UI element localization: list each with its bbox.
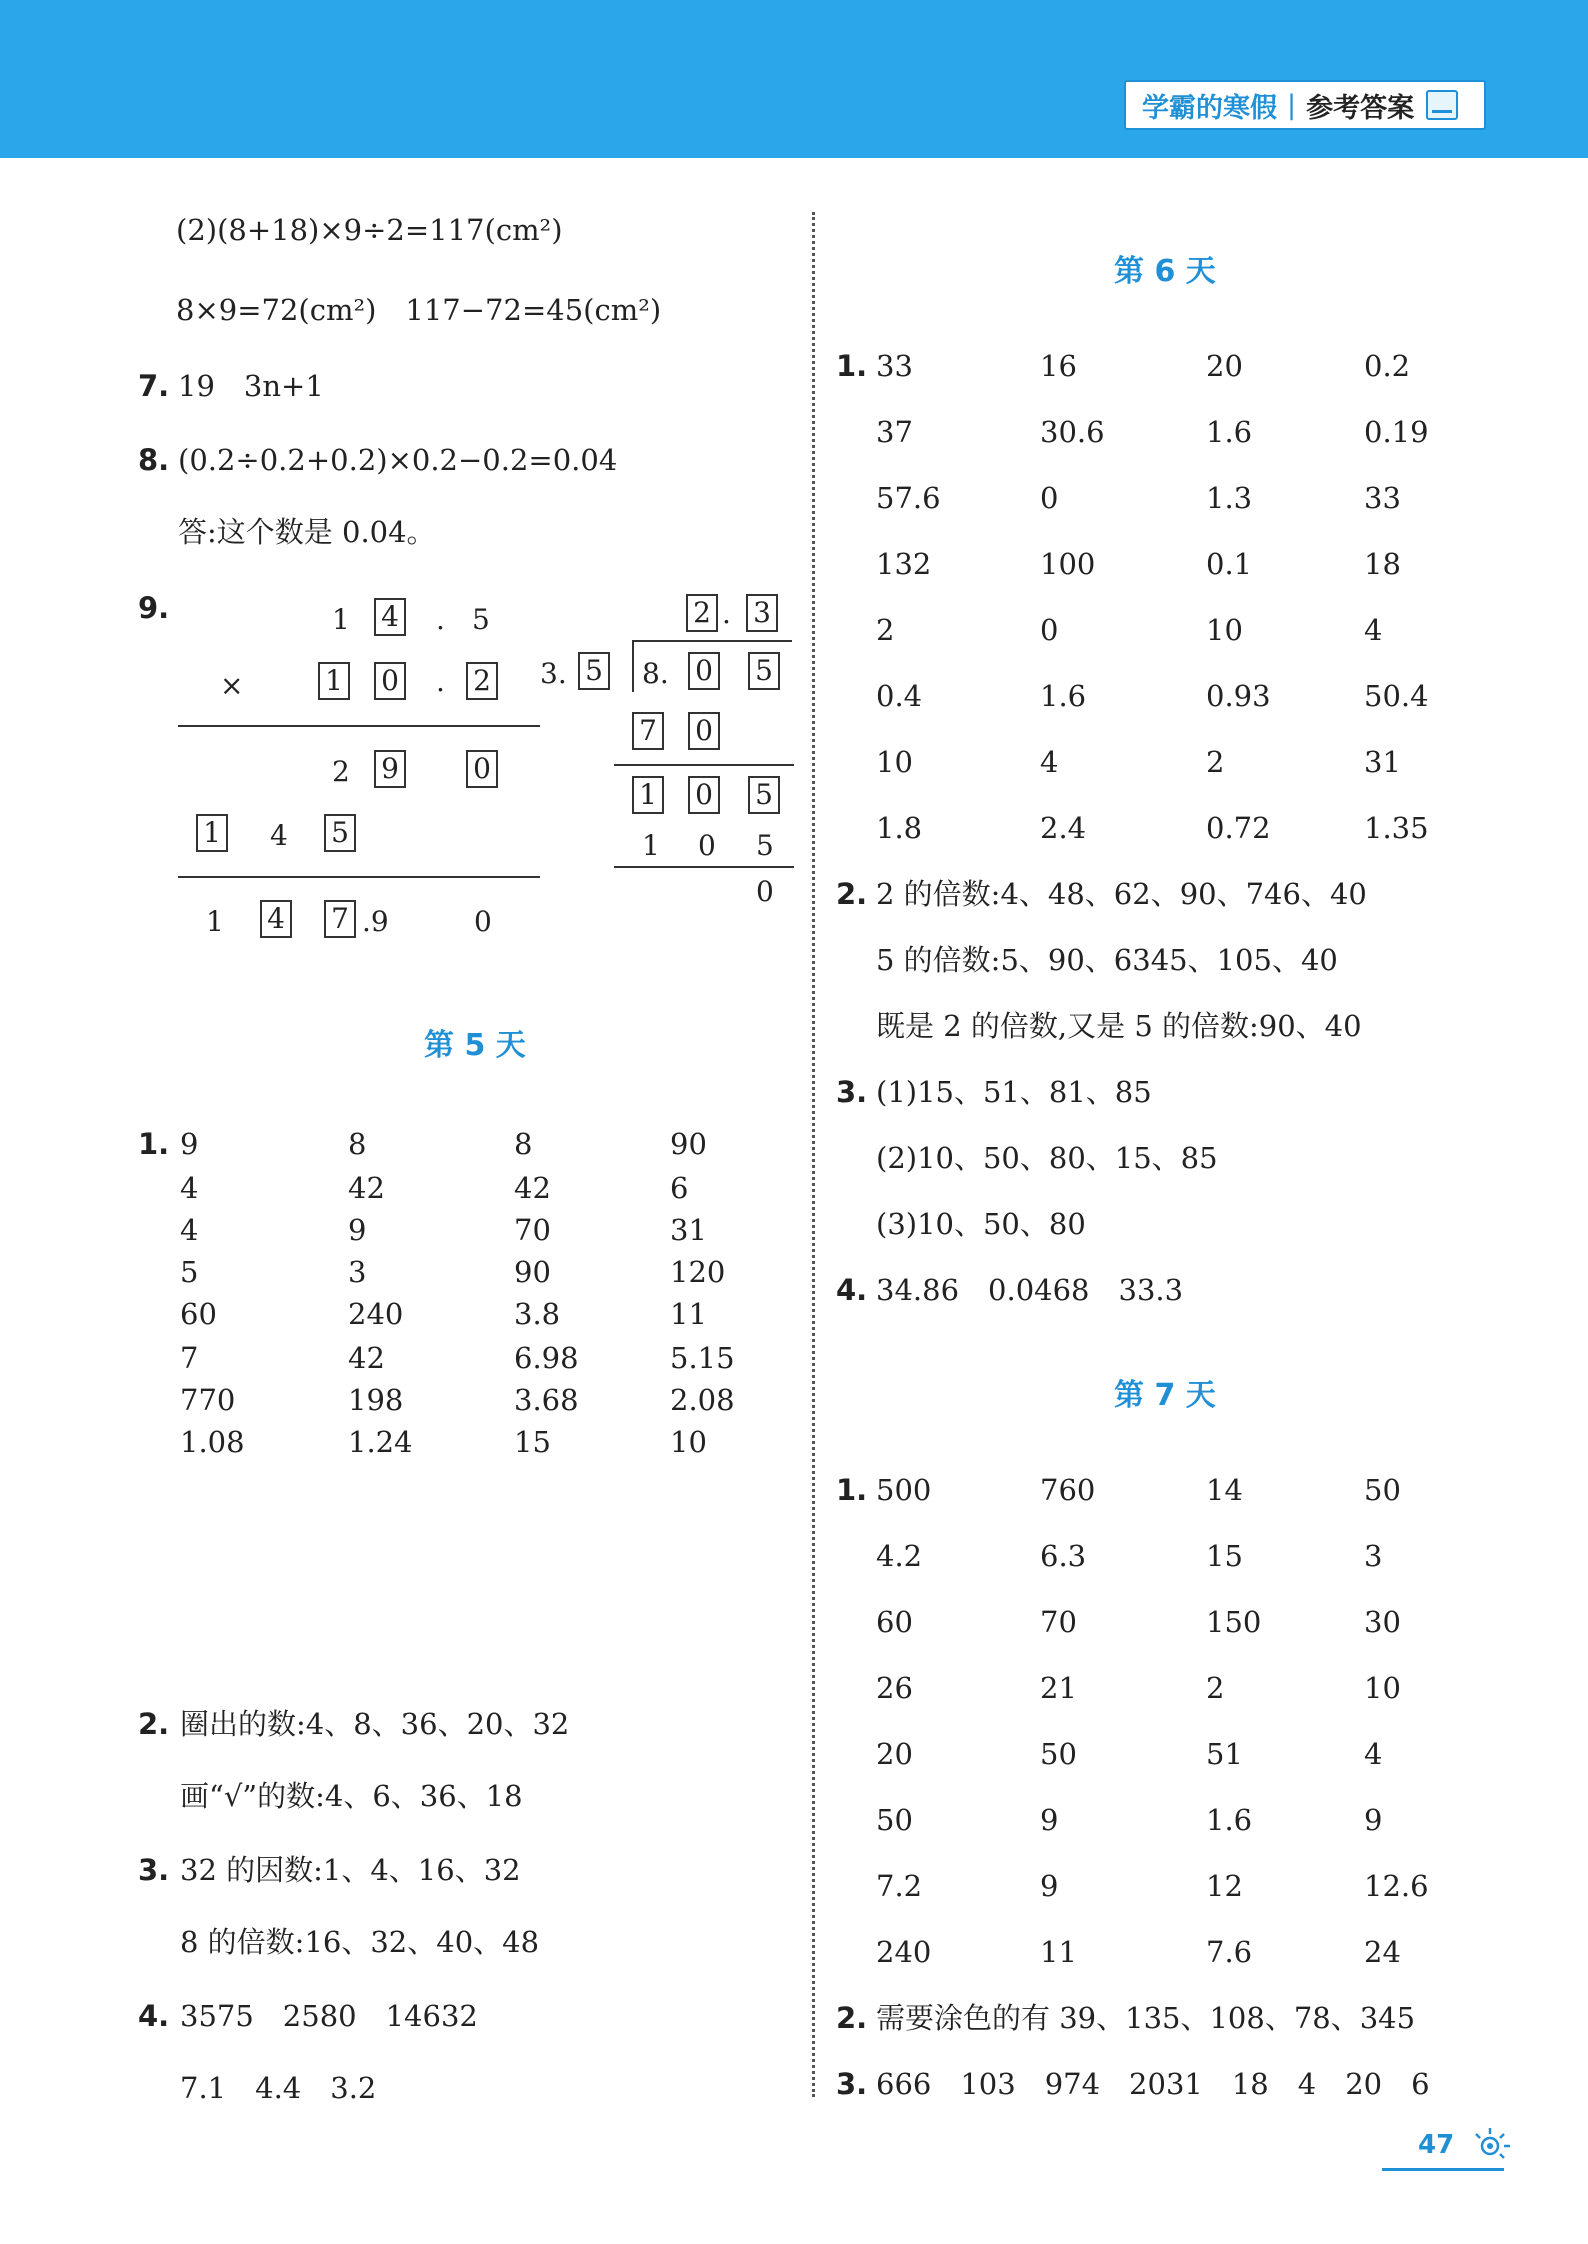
- grid-cell: 33: [1364, 481, 1401, 515]
- day5-q3-line2: 8 的倍数:16、32、40、48: [180, 1925, 540, 1959]
- q8-number: 8.: [138, 443, 170, 477]
- grid-cell: 70: [514, 1213, 551, 1247]
- day5-q4-line2: 7.1 4.4 3.2: [180, 2071, 377, 2105]
- rule-line: [178, 876, 540, 878]
- day7-heading: 第 7 天: [1114, 1378, 1216, 1413]
- digit: 8.: [642, 657, 669, 690]
- answer-box: 5: [578, 652, 610, 690]
- grid-cell: 1.3: [1206, 481, 1253, 515]
- grid-cell: 0.4: [876, 679, 923, 713]
- digit: .: [722, 597, 731, 630]
- divisor-prefix: 3.: [540, 657, 567, 690]
- grid-cell: 770: [180, 1383, 236, 1417]
- page-number: 47: [1418, 2130, 1455, 2160]
- digit: 5: [756, 829, 774, 862]
- digit: 2: [332, 755, 350, 788]
- grid-cell: 42: [514, 1171, 551, 1205]
- digit: 0: [474, 905, 492, 938]
- grid-cell: 3: [348, 1255, 367, 1289]
- grid-cell: 10: [1364, 1671, 1401, 1705]
- grid-cell: 7.6: [1206, 1935, 1253, 1969]
- answer-box: 1: [632, 776, 664, 814]
- answer-box: 5: [324, 814, 356, 852]
- answer-box: 1: [318, 662, 350, 700]
- digit: .9: [362, 905, 389, 938]
- grid-cell: 15: [1206, 1539, 1243, 1573]
- answer-box: 2: [686, 594, 718, 632]
- digit: 5: [472, 603, 490, 636]
- column-divider: [812, 212, 815, 2097]
- division-bracket: [632, 640, 634, 692]
- grid-cell: 6: [670, 1171, 689, 1205]
- grid-cell: 57.6: [876, 481, 941, 515]
- grid-cell: 2.4: [1040, 811, 1087, 845]
- q6-line1: (2)(8+18)×9÷2=117(cm²): [176, 213, 563, 247]
- grid-cell: 37: [876, 415, 913, 449]
- grid-cell: 42: [348, 1171, 385, 1205]
- grid-cell: 30: [1364, 1605, 1401, 1639]
- grid-cell: 4: [1040, 745, 1059, 779]
- day6-q3-line1: (1)15、51、81、85: [876, 1075, 1152, 1109]
- digit: 1: [642, 829, 660, 862]
- day6-q2-line1: 2 的倍数:4、48、62、90、746、40: [876, 877, 1367, 911]
- header-bar: [0, 0, 1588, 158]
- division-bar: [632, 640, 792, 642]
- answer-box: 7: [324, 900, 356, 938]
- grid-cell: 2: [876, 613, 895, 647]
- answer-box: 0: [688, 776, 720, 814]
- grid-cell: 100: [1040, 547, 1096, 581]
- book-icon: [1426, 90, 1458, 120]
- grid-cell: 0.19: [1364, 415, 1429, 449]
- answer-box: 0: [466, 750, 498, 788]
- grid-cell: 2: [1206, 1671, 1225, 1705]
- grid-cell: 240: [876, 1935, 932, 1969]
- grid-cell: 0.2: [1364, 349, 1411, 383]
- header-separator: |: [1287, 89, 1297, 121]
- grid-cell: 9: [1040, 1803, 1059, 1837]
- grid-cell: 6.98: [514, 1341, 579, 1375]
- q8-text: (0.2÷0.2+0.2)×0.2−0.2=0.04: [178, 443, 618, 477]
- header-tag: [1124, 80, 1486, 130]
- day5-q1-number: 1.: [138, 1127, 170, 1161]
- day5-q3-line1: 32 的因数:1、4、16、32: [180, 1853, 521, 1887]
- grid-cell: 70: [1040, 1605, 1077, 1639]
- grid-cell: 4.2: [876, 1539, 923, 1573]
- grid-cell: 120: [670, 1255, 726, 1289]
- answer-box: 0: [688, 652, 720, 690]
- answer-box: 2: [466, 662, 498, 700]
- rule-line: [178, 725, 540, 727]
- day7-q1-number: 1.: [836, 1473, 868, 1507]
- grid-cell: 5: [180, 1255, 199, 1289]
- grid-cell: 11: [1040, 1935, 1077, 1969]
- grid-cell: 4: [180, 1171, 199, 1205]
- q7-number: 7.: [138, 369, 170, 403]
- grid-cell: 132: [876, 547, 932, 581]
- grid-cell: 31: [1364, 745, 1401, 779]
- answer-box: 5: [748, 776, 780, 814]
- day5-q2-number: 2.: [138, 1707, 170, 1741]
- day6-q4-number: 4.: [836, 1273, 868, 1307]
- grid-cell: 18: [1364, 547, 1401, 581]
- grid-cell: 2.08: [670, 1383, 735, 1417]
- times-sign: ×: [220, 669, 244, 702]
- grid-cell: 50: [876, 1803, 913, 1837]
- answer-box: 1: [196, 814, 228, 852]
- rule-line: [614, 764, 794, 766]
- grid-cell: 10: [1206, 613, 1243, 647]
- day6-q2-line2: 5 的倍数:5、90、6345、105、40: [876, 943, 1338, 977]
- grid-cell: 90: [670, 1127, 707, 1161]
- day5-q4-number: 4.: [138, 1999, 170, 2033]
- grid-cell: 26: [876, 1671, 913, 1705]
- day5-q4-line1: 3575 2580 14632: [180, 1999, 478, 2033]
- grid-cell: 4: [180, 1213, 199, 1247]
- grid-cell: 20: [876, 1737, 913, 1771]
- grid-cell: 8: [514, 1127, 533, 1161]
- grid-cell: 0: [1040, 613, 1059, 647]
- grid-cell: 90: [514, 1255, 551, 1289]
- grid-cell: 11: [670, 1297, 707, 1331]
- day5-q2-line1: 圈出的数:4、8、36、20、32: [180, 1707, 570, 1741]
- digit: 4: [270, 819, 288, 852]
- grid-cell: 20: [1206, 349, 1243, 383]
- grid-cell: 7.2: [876, 1869, 923, 1903]
- grid-cell: 60: [180, 1297, 217, 1331]
- page-number-underline: [1382, 2168, 1504, 2171]
- sun-icon: [1468, 2124, 1514, 2164]
- answer-box: 3: [746, 594, 778, 632]
- grid-cell: 14: [1206, 1473, 1243, 1507]
- header-subtitle: 参考答案: [1306, 92, 1415, 124]
- grid-cell: 500: [876, 1473, 932, 1507]
- grid-cell: 0.72: [1206, 811, 1271, 845]
- grid-cell: 10: [670, 1425, 707, 1459]
- day6-q1-number: 1.: [836, 349, 868, 383]
- grid-cell: 1.8: [876, 811, 923, 845]
- grid-cell: 3: [1364, 1539, 1383, 1573]
- day6-heading: 第 6 天: [1114, 254, 1216, 289]
- grid-cell: 3.8: [514, 1297, 561, 1331]
- grid-cell: 16: [1040, 349, 1077, 383]
- grid-cell: 9: [180, 1127, 199, 1161]
- digit: 1: [332, 603, 350, 636]
- answer-box: 4: [260, 900, 292, 938]
- grid-cell: 150: [1206, 1605, 1262, 1639]
- grid-cell: 60: [876, 1605, 913, 1639]
- grid-cell: 1.6: [1206, 1803, 1253, 1837]
- grid-cell: 1.6: [1040, 679, 1087, 713]
- grid-cell: 21: [1040, 1671, 1077, 1705]
- grid-cell: 51: [1206, 1737, 1243, 1771]
- answer-box: 4: [374, 598, 406, 636]
- grid-cell: 50: [1040, 1737, 1077, 1771]
- answer-box: 7: [632, 712, 664, 750]
- rule-line: [614, 866, 794, 868]
- q9-number: 9.: [138, 591, 170, 625]
- header-title: 学霸的寒假: [1142, 92, 1277, 124]
- grid-cell: 24: [1364, 1935, 1401, 1969]
- q6-line2: 8×9=72(cm²) 117−72=45(cm²): [176, 293, 662, 327]
- answer-box: 5: [748, 652, 780, 690]
- grid-cell: 760: [1040, 1473, 1096, 1507]
- day5-heading: 第 5 天: [424, 1028, 526, 1063]
- grid-cell: 7: [180, 1341, 199, 1375]
- grid-cell: 1.24: [348, 1425, 413, 1459]
- grid-cell: 1.6: [1206, 415, 1253, 449]
- grid-cell: 9: [1040, 1869, 1059, 1903]
- grid-cell: 30.6: [1040, 415, 1105, 449]
- answer-box: 9: [374, 750, 406, 788]
- day7-q3-number: 3.: [836, 2067, 868, 2101]
- grid-cell: 10: [876, 745, 913, 779]
- grid-cell: 8: [348, 1127, 367, 1161]
- day6-q2-line3: 既是 2 的倍数,又是 5 的倍数:90、40: [876, 1009, 1362, 1043]
- day7-q2-text: 需要涂色的有 39、135、108、78、345: [876, 2001, 1416, 2035]
- grid-cell: 3.68: [514, 1383, 579, 1417]
- grid-cell: 0.93: [1206, 679, 1271, 713]
- grid-cell: 2: [1206, 745, 1225, 779]
- answer-box: 0: [374, 662, 406, 700]
- grid-cell: 9: [1364, 1803, 1383, 1837]
- day6-q3-number: 3.: [836, 1075, 868, 1109]
- grid-cell: 50.4: [1364, 679, 1429, 713]
- grid-cell: 9: [348, 1213, 367, 1247]
- digit: 0: [756, 875, 774, 908]
- digit: 0: [698, 829, 716, 862]
- grid-cell: 12: [1206, 1869, 1243, 1903]
- grid-cell: 4: [1364, 613, 1383, 647]
- grid-cell: 50: [1364, 1473, 1401, 1507]
- digit: 1: [206, 905, 224, 938]
- digit: .: [436, 665, 445, 698]
- grid-cell: 0: [1040, 481, 1059, 515]
- grid-cell: 1.35: [1364, 811, 1429, 845]
- grid-cell: 1.08: [180, 1425, 245, 1459]
- grid-cell: 240: [348, 1297, 404, 1331]
- grid-cell: 4: [1364, 1737, 1383, 1771]
- grid-cell: 5.15: [670, 1341, 735, 1375]
- grid-cell: 198: [348, 1383, 404, 1417]
- day6-q4-text: 34.86 0.0468 33.3: [876, 1273, 1184, 1307]
- grid-cell: 6.3: [1040, 1539, 1087, 1573]
- grid-cell: 15: [514, 1425, 551, 1459]
- q7-text: 19 3n+1: [178, 369, 324, 403]
- grid-cell: 31: [670, 1213, 707, 1247]
- day6-q2-number: 2.: [836, 877, 868, 911]
- day7-q3-text: 666 103 974 2031 18 4 20 6: [876, 2067, 1430, 2101]
- day7-q2-number: 2.: [836, 2001, 868, 2035]
- grid-cell: 33: [876, 349, 913, 383]
- answer-box: 0: [688, 712, 720, 750]
- day6-q3-line3: (3)10、50、80: [876, 1207, 1086, 1241]
- grid-cell: 42: [348, 1341, 385, 1375]
- q8-answer: 答:这个数是 0.04。: [178, 515, 436, 549]
- day6-q3-line2: (2)10、50、80、15、85: [876, 1141, 1218, 1175]
- grid-cell: 12.6: [1364, 1869, 1429, 1903]
- digit: .: [436, 603, 445, 636]
- grid-cell: 0.1: [1206, 547, 1253, 581]
- day5-q2-line2: 画“√”的数:4、6、36、18: [180, 1779, 523, 1813]
- day5-q3-number: 3.: [138, 1853, 170, 1887]
